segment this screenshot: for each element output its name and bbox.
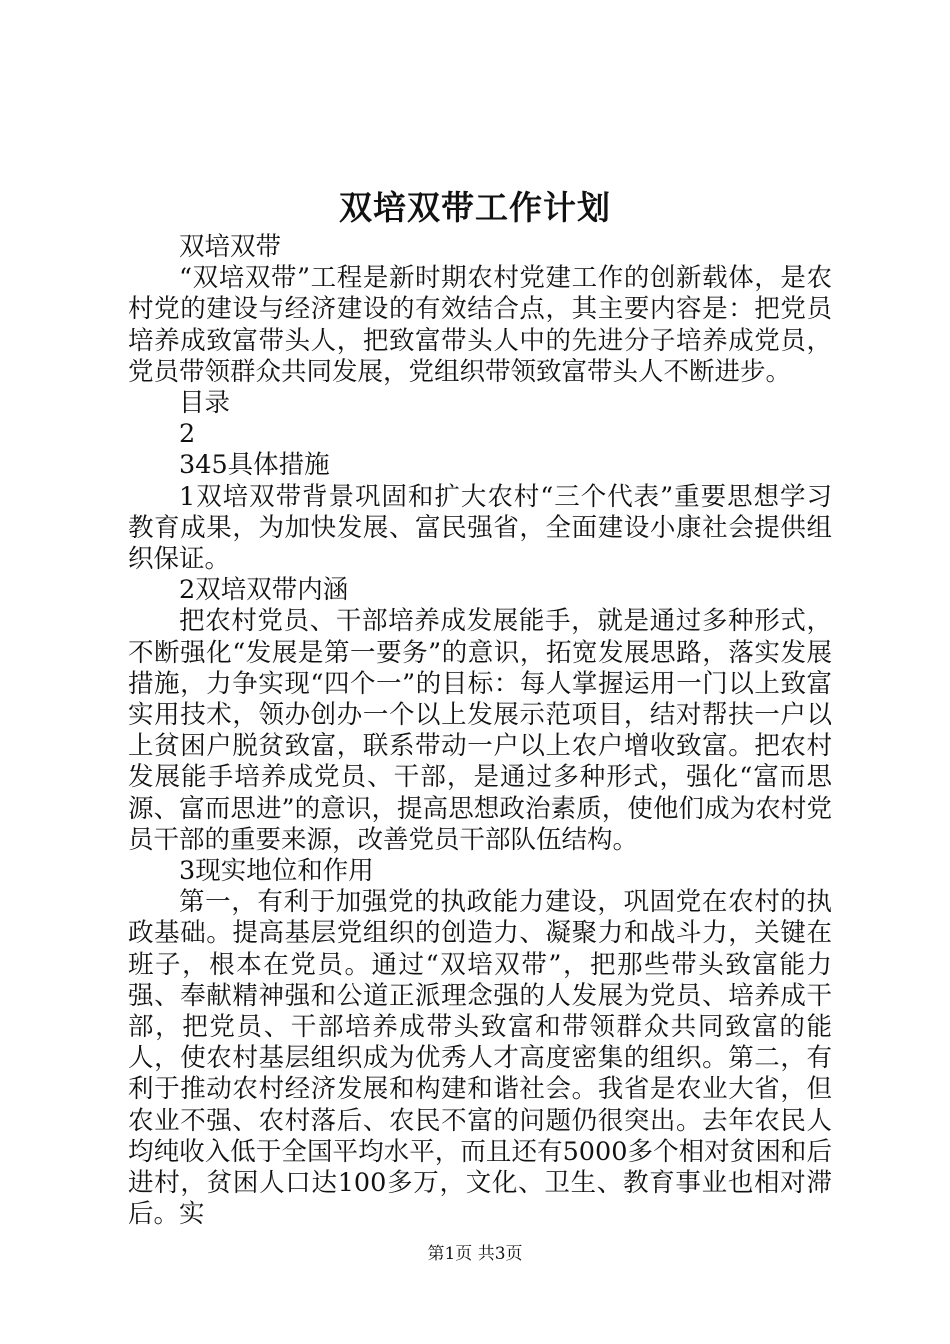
paragraph: “双培双带”工程是新时期农村党建工作的创新载体，是农村党的建设与经济建设的有效结合点，其主要内容是：把党员培养成致富带头人，把致富带头人中的先进分子培养成党员，党员带领群众共同发展，党组织带领致富带头人不断进步。 (128, 263, 832, 387)
paragraph: 2双培双带内涵 (179, 575, 349, 606)
document-body (128, 232, 832, 1231)
paragraph: 把农村党员、干部培养成发展能手，就是通过多种形式，不断强化“发展是第一要务”的意识，拓宽发展思路，落实发展措施，力争实现“四个一”的目标：每人掌握运用一门以上致富实用技术，领办创办一个以上发展示范项目，结对帮扶一户以上贫困户脱贫致富，联系带动一户以上农户增收致富。把农村发展能手培养成党员、干部，是通过多种形式，强化“富而思源、富而思进”的意识，提高思想政治素质，使他们成为农村党员干部的重要来源，改善党员干部队伍结构。 (128, 606, 832, 855)
paragraph: 第一，有利于加强党的执政能力建设，巩固党在农村的执政基础。提高基层党组织的创造力、凝聚力和战斗力，关键在班子，根本在党员。通过“双培双带”，把那些带头致富能力强、奉献精神强和公道正派理念强的人发展为党员、培养成干部，把党员、干部培养成带头致富和带领群众共同致富的能人，使农村基层组织成为优秀人才高度密集的组织。第二，有利于推动农村经济发展和构建和谐社会。我省是农业大省，但农业不强、农村落后、农民不富的问题仍很突出。去年农民人均纯收入低于全国平均水平，而且还有5000多个相对贫困和后进村，贫困人口达100多万，文化、卫生、教育事业也相对滞后。实 (128, 887, 832, 1230)
paragraph: 3现实地位和作用 (179, 856, 374, 887)
paragraph: 1双培双带背景巩固和扩大农村“三个代表”重要思想学习教育成果，为加快发展、富民强省，全面建设小康社会提供组织保证。 (128, 481, 832, 575)
paragraph: 目录 (179, 388, 231, 419)
paragraph: 双培双带 (179, 232, 282, 262)
paragraph: 2 (179, 419, 196, 450)
paragraph: 345具体措施 (179, 450, 330, 481)
document-title: 双培双带工作计划 (339, 188, 611, 227)
page-footer: 第1页 共3页 (427, 1244, 523, 1264)
